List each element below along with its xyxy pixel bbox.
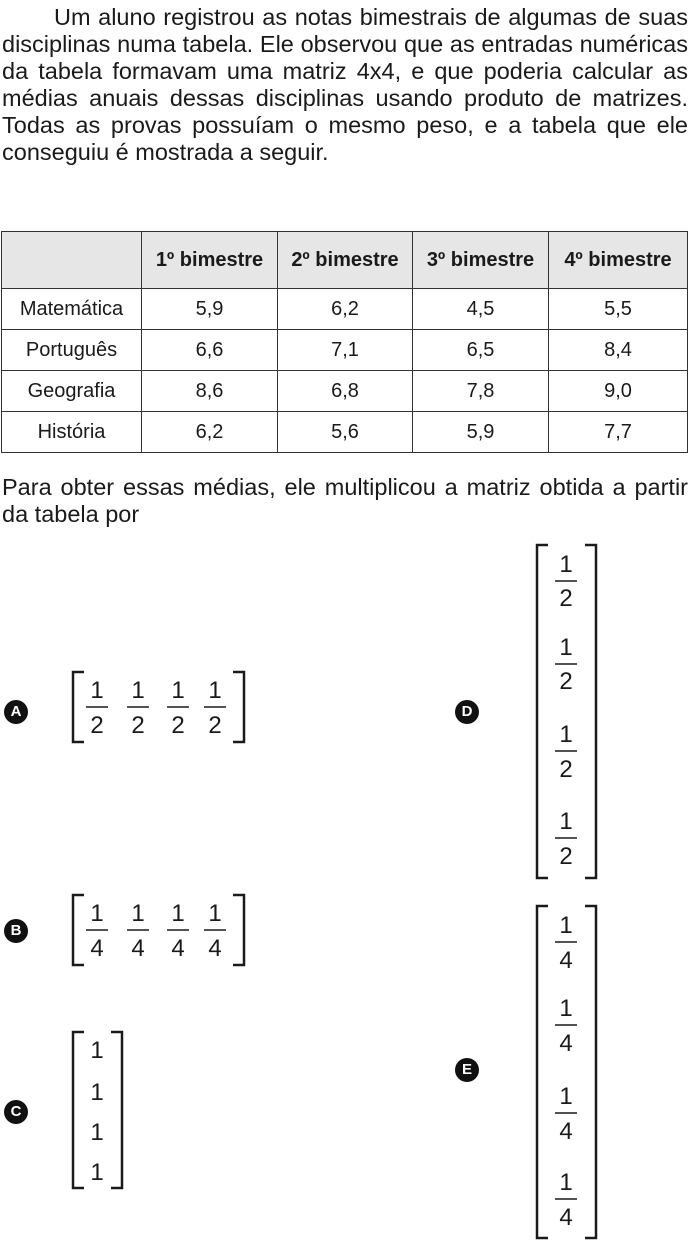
matrix-entry: 1: [90, 1079, 104, 1106]
matrix-entry-denominator: 2: [208, 712, 222, 739]
matrix-entry-denominator: 4: [559, 1204, 573, 1231]
grade-cell: 7,1: [278, 330, 413, 371]
matrix-entry-denominator: 2: [171, 712, 185, 739]
intro-paragraph: Um aluno registrou as notas bimestrais de algumas de suas disciplinas numa tabela. Ele observou que as entradas numéricas da tabela formavam uma matriz 4x4, e que poderia calcular as médias anuais dessas disciplinas usando produto de matrizes. Todas as provas possuíam o mesmo peso, e a tabela que ele conseguiu é mostrada a seguir.: [2, 4, 688, 165]
grade-cell: 8,6: [142, 371, 278, 412]
matrix-entry-numerator: 1: [559, 634, 573, 661]
matrix-entry-denominator: 4: [559, 1030, 573, 1057]
matrix-entry-numerator: 1: [559, 912, 573, 939]
subject-cell: Geografia: [2, 371, 142, 412]
matrix-entry-numerator: 1: [90, 900, 104, 927]
grade-cell: 7,7: [549, 412, 688, 453]
option-e-letter[interactable]: E: [455, 1058, 479, 1082]
matrix-entry-numerator: 1: [559, 995, 573, 1022]
matrix-entry: 1: [90, 1037, 104, 1064]
matrix-entry-denominator: 4: [559, 1118, 573, 1145]
bracket-right: [585, 545, 596, 878]
bracket-left: [537, 906, 548, 1238]
question-paragraph: Para obter essas médias, ele multiplicou a matriz obtida a partir da tabela por: [2, 474, 688, 527]
matrix-entry-denominator: 4: [559, 947, 573, 974]
header-cell-bimester-2: 2º bimestre: [278, 232, 413, 289]
matrix-entry-numerator: 1: [171, 900, 185, 927]
option-d-matrix[interactable]: [537, 545, 596, 878]
grade-cell: 6,8: [278, 371, 413, 412]
matrix-entry-denominator: 2: [559, 585, 573, 612]
matrix-entry: 1: [90, 1119, 104, 1146]
grade-cell: 6,5: [413, 330, 549, 371]
grade-cell: 7,8: [413, 371, 549, 412]
matrix-entry-denominator: 2: [90, 712, 104, 739]
option-b-letter[interactable]: B: [4, 919, 28, 943]
grade-cell: 8,4: [549, 330, 688, 371]
matrix-entry-denominator: 4: [171, 935, 185, 962]
matrix-entry-denominator: 2: [559, 756, 573, 783]
grade-cell: 5,9: [413, 412, 549, 453]
matrix-entry-denominator: 4: [90, 935, 104, 962]
option-a-letter[interactable]: A: [4, 700, 28, 724]
grade-cell: 4,5: [413, 289, 549, 330]
matrix-entry-denominator: 2: [559, 668, 573, 695]
grade-cell: 6,2: [278, 289, 413, 330]
option-b-matrix[interactable]: [73, 895, 244, 965]
option-c-letter[interactable]: C: [4, 1100, 28, 1124]
bracket-left: [73, 895, 84, 965]
option-c-matrix[interactable]: [73, 1032, 122, 1188]
option-a-matrix[interactable]: [73, 672, 244, 742]
matrix-entry-numerator: 1: [559, 1169, 573, 1196]
grade-cell: 5,5: [549, 289, 688, 330]
matrix-entry-numerator: 1: [208, 900, 222, 927]
matrix-entry-denominator: 2: [131, 712, 145, 739]
matrix-entry-numerator: 1: [171, 677, 185, 704]
matrix-entry-numerator: 1: [208, 677, 222, 704]
header-cell-bimester-3: 3º bimestre: [413, 232, 549, 289]
option-e-matrix[interactable]: [537, 906, 596, 1238]
grade-cell: 6,6: [142, 330, 278, 371]
bracket-right: [585, 906, 596, 1238]
grade-cell: 9,0: [549, 371, 688, 412]
header-cell-bimester-1: 1º bimestre: [142, 232, 278, 289]
matrix-entry-numerator: 1: [90, 677, 104, 704]
option-d-letter[interactable]: D: [455, 700, 479, 724]
header-cell-bimester-4: 4º bimestre: [549, 232, 688, 289]
bracket-right: [233, 672, 244, 742]
subject-cell: História: [2, 412, 142, 453]
bracket-left: [537, 545, 548, 878]
bracket-left: [73, 1032, 84, 1188]
subject-cell: Matemática: [2, 289, 142, 330]
matrix-entry-numerator: 1: [559, 721, 573, 748]
matrix-entry-numerator: 1: [559, 551, 573, 578]
matrix-entry-denominator: 2: [559, 843, 573, 870]
matrix-entry-denominator: 4: [131, 935, 145, 962]
matrix-entry-numerator: 1: [131, 900, 145, 927]
matrix-entry-numerator: 1: [559, 808, 573, 835]
bracket-right: [233, 895, 244, 965]
bracket-right: [111, 1032, 122, 1188]
matrix-entry: 1: [90, 1159, 104, 1186]
grade-cell: 6,2: [142, 412, 278, 453]
matrix-entry-denominator: 4: [208, 935, 222, 962]
grade-cell: 5,6: [278, 412, 413, 453]
matrix-entry-numerator: 1: [131, 677, 145, 704]
subject-cell: Português: [2, 330, 142, 371]
grade-cell: 5,9: [142, 289, 278, 330]
matrix-entry-numerator: 1: [559, 1083, 573, 1110]
bracket-left: [73, 672, 84, 742]
